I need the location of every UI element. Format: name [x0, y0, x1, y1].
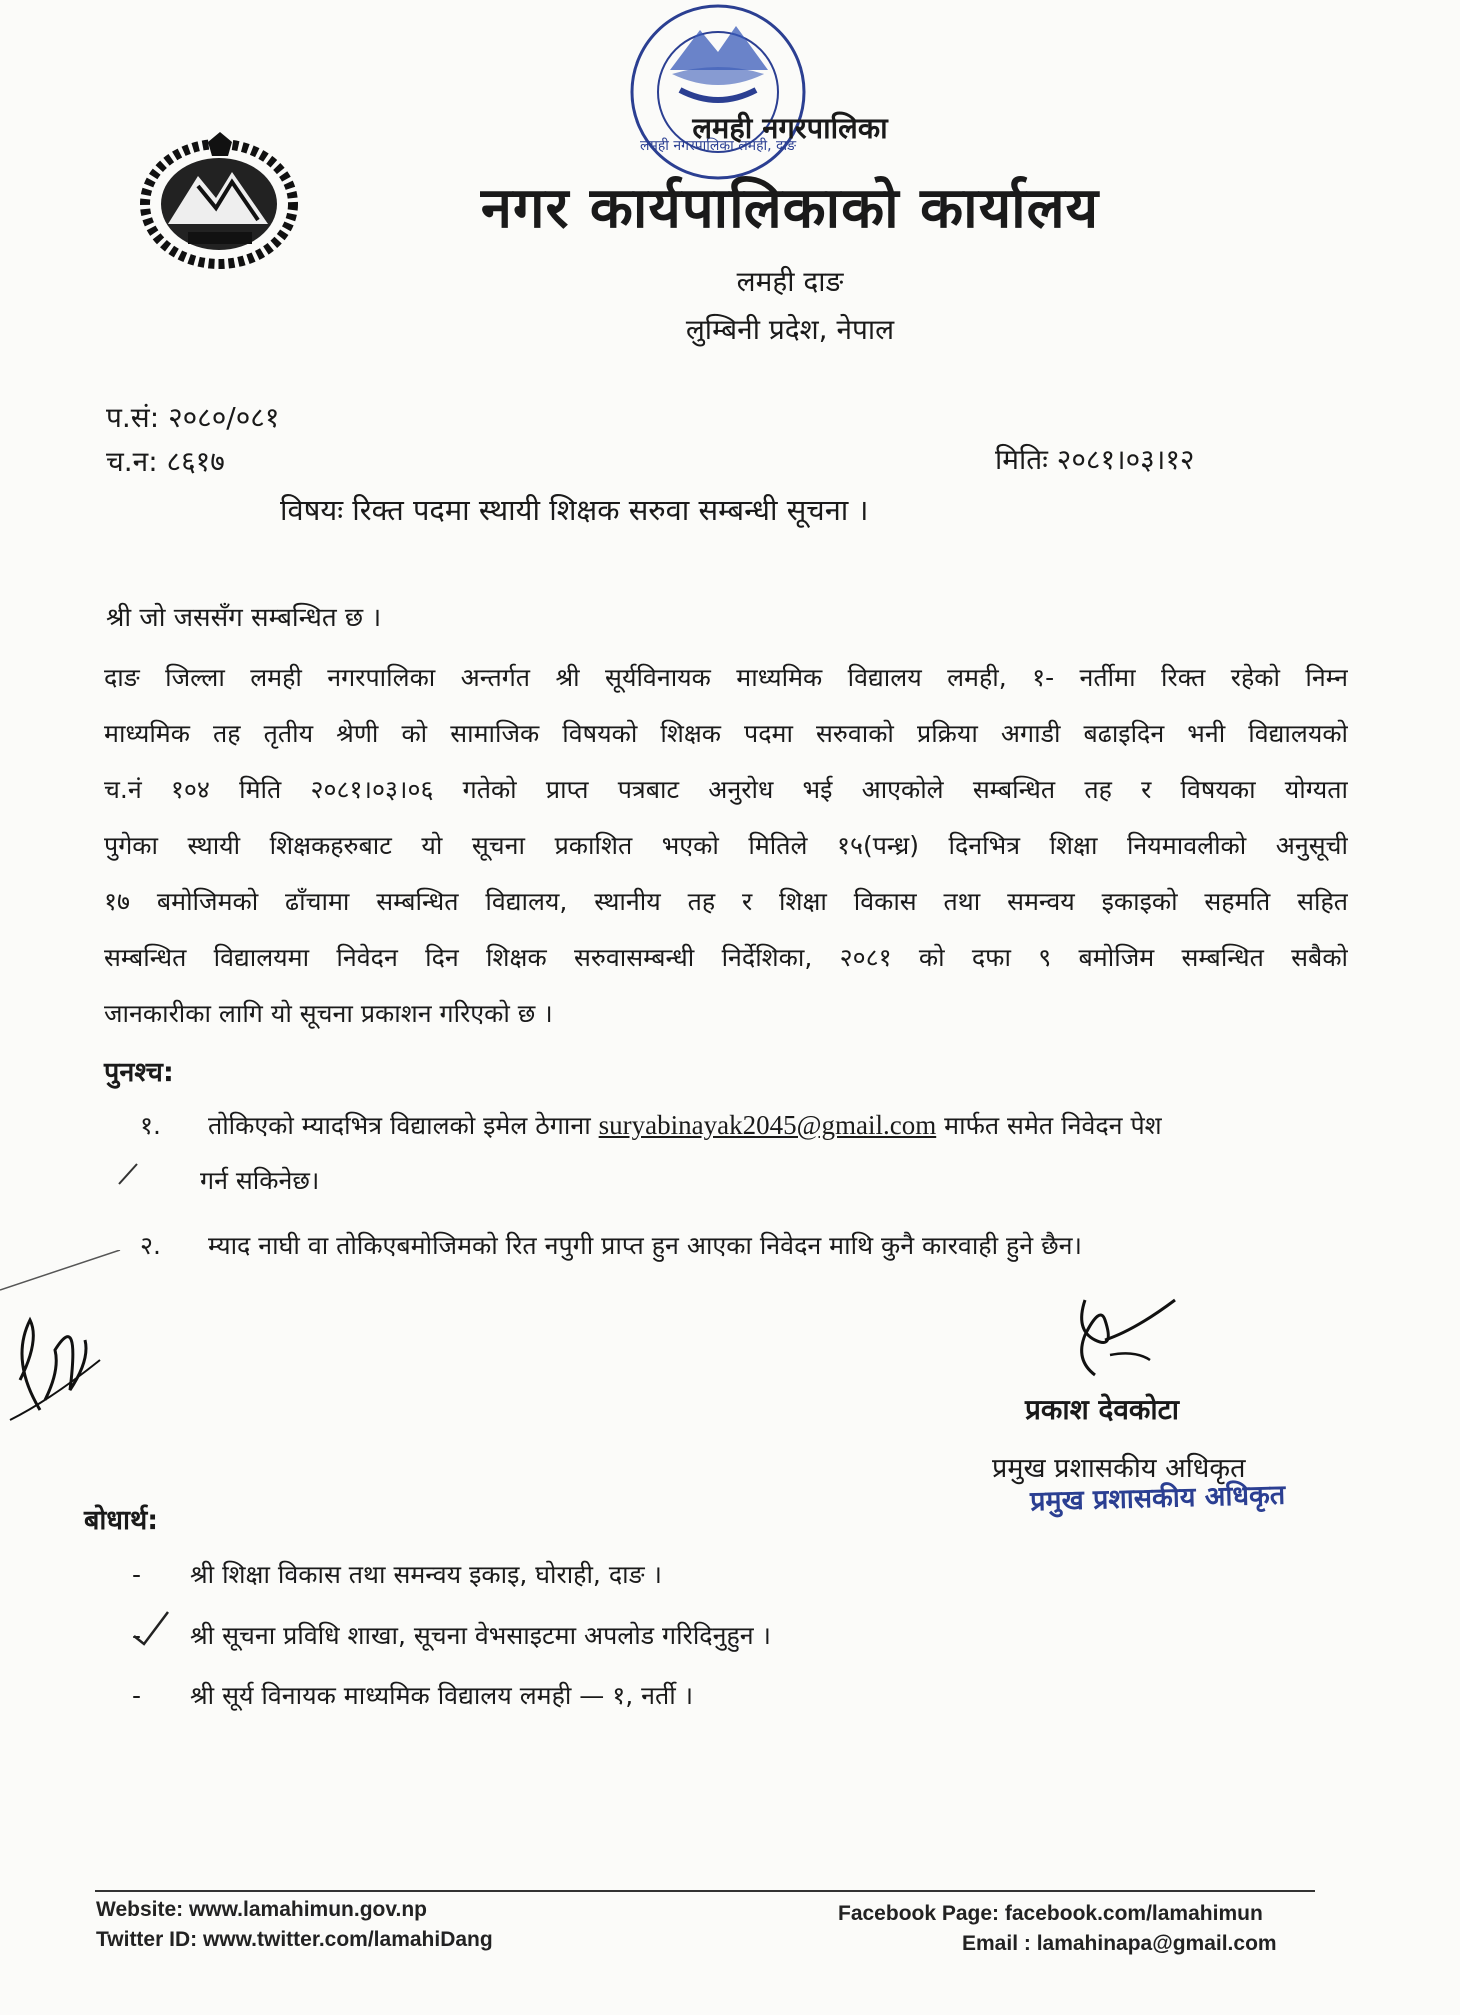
body-line: माध्यमिक तह तृतीय श्रेणी को सामाजिक विषयको शिक्षक पदमा सरुवाको प्रक्रिया अगाडी बढाइदिन भनी विद्यालयको [104, 719, 1348, 748]
cc-item [132, 1678, 693, 1712]
cc-dash: - [132, 1560, 142, 1589]
handwritten-initials-icon [0, 1250, 150, 1450]
cc-text: श्री शिक्षा विकास तथा समन्वय इकाइ, घोराही, दाङ । [189, 1560, 662, 1589]
body-line: दाङ जिल्ला लमही नगरपालिका अन्तर्गत श्री सूर्यविनायक माध्यमिक विद्यालय लमही, १- नर्तीमा रिक्त रहेको निम्न [104, 663, 1348, 692]
signatory-designation: प्रमुख प्रशासकीय अधिकृत [992, 1453, 1246, 1484]
body-line: च.नं १०४ मिति २०८१।०३।०६ गतेको प्राप्त पत्रबाट अनुरोध भई आएकोले सम्बन्धित तह र विषयका योग्यता [104, 775, 1348, 804]
postscript-note-2 [140, 1228, 1340, 1262]
cc-text: श्री सूचना प्रविधि शाखा, सूचना वेभसाइटमा अपलोड गरिदिनुहुन । [189, 1621, 772, 1650]
cc-item [132, 1557, 662, 1591]
note-text: म्याद नाघी वा तोकिएबमोजिमको रित नपुगी प्राप्त हुन आएका निवेदन माथि कुनै कारवाही हुने छैन। [207, 1231, 1082, 1260]
pen-mark-icon [115, 1158, 145, 1188]
check-mark-icon [132, 1608, 172, 1648]
body-line: पुगेका स्थायी शिक्षकहरुबाट यो सूचना प्रकाशित भएको मितिले १५(पन्ध्र) दिनभित्र शिक्षा नियमावलीको अनुसूची [104, 831, 1348, 860]
footer-email[interactable]: Email : lamahinapa@gmail.com [962, 1932, 1277, 1955]
body-line: सम्बन्धित विद्यालयमा निवेदन दिन शिक्षक सरुवासम्बन्धी निर्देशिका, २०८१ को दफा ९ बमोजिम सम्बन्धित सबैको [104, 943, 1348, 972]
signature-icon [1055, 1280, 1195, 1390]
postscript-label: पुनश्च: [104, 1057, 174, 1088]
office-place: लमही दाङ [736, 265, 844, 298]
note-text: तोकिएको म्यादभित्र विद्यालको इमेल ठेगाना [207, 1111, 591, 1140]
letter-body [104, 650, 1348, 1042]
note-number: २. [140, 1231, 161, 1260]
municipality-seal-icon [610, 0, 826, 190]
cc-text: श्री सूर्य विनायक माध्यमिक विद्यालय लमही — १, नर्ती । [189, 1681, 694, 1710]
signatory-name: प्रकाश देवकोटा [1025, 1393, 1180, 1426]
letter-subject: विषयः रिक्त पदमा स्थायी शिक्षक सरुवा सम्बन्धी सूचना । [280, 493, 869, 527]
letter-date: मितिः २०८१।०३।१२ [995, 443, 1195, 476]
patra-sankhya: प.सं: २०८०/०८१ [106, 401, 280, 434]
footer-twitter[interactable]: Twitter ID: www.twitter.com/lamahiDang [96, 1928, 493, 1951]
seal-text: लमही नगरपालिका लमही, दाङ [639, 138, 797, 154]
municipality-name: लमही नगरपालिका [692, 111, 888, 145]
designation-stamp: प्रमुख प्रशासकीय अधिकृत [1029, 1479, 1286, 1518]
note-text: मार्फत समेत निवेदन पेश [944, 1111, 1162, 1140]
note-number: १. [140, 1111, 161, 1140]
cc-item [132, 1618, 771, 1652]
body-line: १७ बमोजिमको ढाँचामा सम्बन्धित विद्यालय, स्थानीय तह र शिक्षा विकास तथा समन्वय इकाइको सहमति सहित [104, 887, 1348, 916]
cc-dash: - [132, 1621, 142, 1650]
footer-website[interactable]: Website: www.lamahimun.gov.np [96, 1898, 427, 1921]
postscript-note-1 [140, 1108, 1340, 1142]
footer-facebook[interactable]: Facebook Page: facebook.com/lamahimun [838, 1902, 1263, 1925]
cc-label: बोधार्थ: [84, 1505, 159, 1536]
chalani-number: च.न: ८६१७ [106, 445, 225, 478]
cc-dash: - [132, 1681, 142, 1710]
body-line: जानकारीका लागि यो सूचना प्रकाशन गरिएको छ । [104, 999, 553, 1028]
school-email-link[interactable]: suryabinayak2045@gmail.com [598, 1110, 937, 1140]
office-province: लुम्बिनी प्रदेश, नेपाल [685, 313, 895, 346]
footer-divider [95, 1890, 1315, 1892]
office-title: नगर कार्यपालिकाको कार्यालय [480, 176, 1100, 241]
postscript-note-1-cont: गर्न सकिनेछ। [200, 1166, 320, 1195]
salutation: श्री जो जससँग सम्बन्धित छ । [106, 603, 382, 633]
